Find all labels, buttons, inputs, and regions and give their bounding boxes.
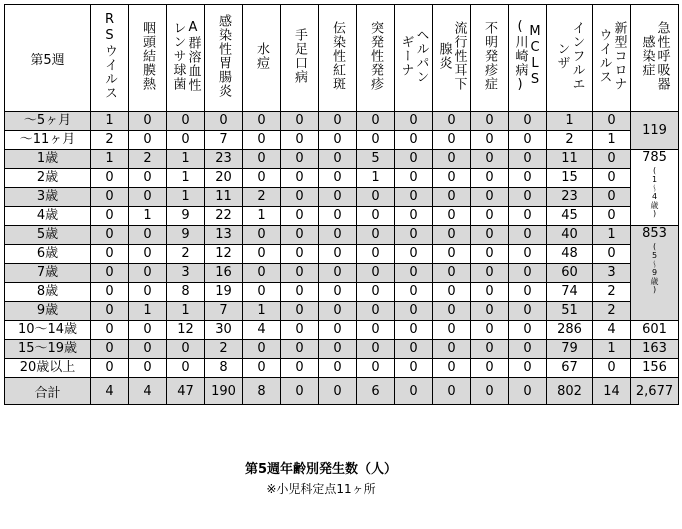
- table-cell: 0: [319, 359, 357, 378]
- table-cell: 9: [167, 207, 205, 226]
- table-cell: 0: [395, 112, 433, 131]
- column-header-label: 流行性耳下 腺炎: [436, 21, 467, 91]
- column-header: [395, 5, 433, 112]
- table-cell: 0: [281, 131, 319, 150]
- table-row: [5, 131, 679, 150]
- row-label: 5歳: [5, 226, 91, 245]
- column-header-label: 咽頭結膜熱: [140, 21, 155, 91]
- table-cell: 0: [357, 112, 395, 131]
- table-cell: 1: [243, 302, 281, 321]
- table-cell: 0: [91, 302, 129, 321]
- table-cell: 0: [395, 359, 433, 378]
- column-header-label: 不明発疹症: [482, 21, 497, 91]
- table-cell: 0: [433, 207, 471, 226]
- table-cell: 0: [471, 340, 509, 359]
- table-cell: 0: [243, 283, 281, 302]
- table-cell: 15: [547, 169, 593, 188]
- table-cell: 19: [205, 283, 243, 302]
- table-cell: 0: [129, 226, 167, 245]
- table-cell: 1: [167, 150, 205, 169]
- table-cell: 0: [433, 188, 471, 207]
- column-header-label: 水痘: [254, 42, 269, 70]
- row-label: 20歳以上: [5, 359, 91, 378]
- table-cell: 60: [547, 264, 593, 283]
- row-label: 7歳: [5, 264, 91, 283]
- table-cell: 0: [319, 302, 357, 321]
- table-cell: 0: [395, 150, 433, 169]
- table-cell: 0: [395, 321, 433, 340]
- table-cell: 0: [357, 131, 395, 150]
- row-label: 8歳: [5, 283, 91, 302]
- table-cell: 1: [91, 112, 129, 131]
- table-cell: 0: [593, 207, 631, 226]
- total-cell: 4: [91, 378, 129, 405]
- table-cell: 0: [357, 302, 395, 321]
- total-cell: 2,677: [631, 378, 679, 405]
- table-cell: 1: [593, 131, 631, 150]
- column-header: [243, 5, 281, 112]
- table-cell: 0: [319, 245, 357, 264]
- table-cell: 12: [205, 245, 243, 264]
- table-cell: 0: [281, 188, 319, 207]
- row-label: 4歳: [5, 207, 91, 226]
- table-caption-note: ※小児科定点11ヶ所: [266, 482, 376, 496]
- table-cell: 30: [205, 321, 243, 340]
- table-cell: 1: [91, 150, 129, 169]
- table-cell: 0: [129, 188, 167, 207]
- table-cell: 1: [167, 188, 205, 207]
- table-cell: 3: [167, 264, 205, 283]
- table-cell: 0: [129, 283, 167, 302]
- acute-respiratory-value: 601: [642, 322, 667, 337]
- table-cell: 7: [205, 302, 243, 321]
- table-cell: 48: [547, 245, 593, 264]
- table-cell: 1: [167, 169, 205, 188]
- table-cell: 0: [243, 226, 281, 245]
- table-cell: 0: [509, 150, 547, 169]
- column-header-label: ヘルパン ギーナ: [398, 28, 429, 84]
- table-cell: 0: [395, 302, 433, 321]
- table-cell: 0: [243, 169, 281, 188]
- row-label: 6歳: [5, 245, 91, 264]
- table-cell: 0: [281, 245, 319, 264]
- table-cell: 0: [433, 340, 471, 359]
- row-label: 15〜19歳: [5, 340, 91, 359]
- table-cell: 0: [91, 321, 129, 340]
- table-cell: 0: [319, 264, 357, 283]
- table-cell: 0: [281, 264, 319, 283]
- table-cell: 0: [281, 169, 319, 188]
- acute-respiratory-value: 119: [642, 122, 667, 138]
- table-cell: 0: [433, 226, 471, 245]
- table-cell: 0: [243, 245, 281, 264]
- table-cell: 0: [593, 112, 631, 131]
- table-cell: 0: [319, 207, 357, 226]
- table-cell: 0: [509, 359, 547, 378]
- table-cell: 0: [509, 264, 547, 283]
- table-cell: 0: [281, 226, 319, 245]
- table-row: [5, 169, 679, 188]
- table-cell: 0: [243, 264, 281, 283]
- table-cell: 0: [319, 283, 357, 302]
- table-cell: 0: [357, 188, 395, 207]
- table-cell: 9: [167, 226, 205, 245]
- table-cell: 0: [471, 131, 509, 150]
- table-cell: 0: [129, 359, 167, 378]
- total-row: [5, 378, 679, 405]
- table-cell: 0: [319, 188, 357, 207]
- table-cell: 0: [593, 245, 631, 264]
- table-cell: 0: [167, 131, 205, 150]
- table-cell: 0: [471, 150, 509, 169]
- table-cell: 0: [281, 359, 319, 378]
- table-row: [5, 340, 679, 359]
- table-cell: 0: [593, 150, 631, 169]
- table-cell: 0: [281, 340, 319, 359]
- total-cell: 8: [243, 378, 281, 405]
- table-cell: 0: [471, 112, 509, 131]
- table-cell: 0: [471, 169, 509, 188]
- table-cell: 0: [281, 112, 319, 131]
- table-cell: 0: [129, 131, 167, 150]
- total-cell: 0: [281, 378, 319, 405]
- table-cell: 0: [509, 340, 547, 359]
- table-row: [5, 359, 679, 378]
- table-cell: 0: [433, 321, 471, 340]
- table-cell: 0: [91, 340, 129, 359]
- table-cell: 0: [281, 321, 319, 340]
- table-cell: 0: [509, 188, 547, 207]
- table-cell: 286: [547, 321, 593, 340]
- table-cell: 0: [357, 321, 395, 340]
- acute-respiratory-value: 156: [642, 360, 667, 375]
- table-cell: 0: [433, 112, 471, 131]
- table-cell: 0: [243, 150, 281, 169]
- table-cell: 1: [547, 112, 593, 131]
- table-cell: 0: [509, 131, 547, 150]
- table-cell: 0: [509, 321, 547, 340]
- column-header-label: RSウイルス: [102, 12, 117, 100]
- total-cell: 190: [205, 378, 243, 405]
- table-cell: 0: [281, 207, 319, 226]
- total-cell: 0: [471, 378, 509, 405]
- table-cell: 0: [471, 302, 509, 321]
- acute-respiratory-value: 853: [642, 226, 667, 241]
- table-cell: 0: [471, 245, 509, 264]
- table-cell: 0: [395, 340, 433, 359]
- table-cell: 0: [319, 226, 357, 245]
- age-incidence-table: [4, 4, 679, 405]
- table-cell: 22: [205, 207, 243, 226]
- table-row: [5, 283, 679, 302]
- table-cell: 23: [547, 188, 593, 207]
- table-cell: 0: [471, 359, 509, 378]
- column-header-label: 突発性発疹: [368, 21, 383, 91]
- table-cell: 0: [91, 207, 129, 226]
- acute-respiratory-value: 163: [642, 341, 667, 356]
- column-header: [319, 5, 357, 112]
- table-cell: 0: [433, 302, 471, 321]
- table-cell: 7: [205, 131, 243, 150]
- column-header: [593, 5, 631, 112]
- table-cell: 0: [433, 283, 471, 302]
- table-cell: 0: [319, 169, 357, 188]
- week-label: 第5週: [5, 5, 91, 112]
- table-cell: 0: [91, 188, 129, 207]
- total-cell: 0: [395, 378, 433, 405]
- table-cell: 0: [167, 340, 205, 359]
- table-cell: 0: [91, 359, 129, 378]
- table-cell: 0: [395, 245, 433, 264]
- column-header-label: A群溶血性 レンサ球菌: [170, 20, 201, 92]
- table-cell: 0: [395, 188, 433, 207]
- total-label: 合計: [5, 378, 91, 405]
- table-cell: 0: [91, 169, 129, 188]
- acute-respiratory-value: 785: [642, 150, 667, 165]
- table-cell: 45: [547, 207, 593, 226]
- table-cell: 11: [547, 150, 593, 169]
- row-label: 1歳: [5, 150, 91, 169]
- table-cell: 13: [205, 226, 243, 245]
- total-cell: 0: [319, 378, 357, 405]
- table-cell: 40: [547, 226, 593, 245]
- table-cell: 0: [471, 226, 509, 245]
- table-cell: 0: [357, 245, 395, 264]
- table-cell: 0: [243, 359, 281, 378]
- table-cell: 0: [205, 112, 243, 131]
- row-label: 〜11ヶ月: [5, 131, 91, 150]
- table-cell: 1: [357, 169, 395, 188]
- table-cell: 1: [593, 226, 631, 245]
- table-cell: 0: [433, 150, 471, 169]
- table-cell: 0: [319, 112, 357, 131]
- table-cell: 0: [91, 245, 129, 264]
- table-cell: 2: [205, 340, 243, 359]
- table-cell: 2: [593, 283, 631, 302]
- table-cell: 0: [129, 321, 167, 340]
- table-cell: 1: [129, 302, 167, 321]
- table-cell: 0: [593, 359, 631, 378]
- table-cell: 0: [243, 340, 281, 359]
- total-cell: 4: [129, 378, 167, 405]
- table-cell: 0: [357, 283, 395, 302]
- table-cell: 0: [509, 112, 547, 131]
- table-cell: 0: [471, 207, 509, 226]
- table-cell: 0: [357, 340, 395, 359]
- table-cell: 2: [129, 150, 167, 169]
- table-cell: 4: [593, 321, 631, 340]
- table-cell: 0: [471, 283, 509, 302]
- table-cell: 8: [205, 359, 243, 378]
- total-cell: 47: [167, 378, 205, 405]
- table-cell: 0: [471, 264, 509, 283]
- column-header-label: 急性呼吸器 感染症: [639, 21, 670, 91]
- table-cell: 1: [243, 207, 281, 226]
- acute-respiratory-cell: [631, 321, 679, 340]
- total-cell: 0: [509, 378, 547, 405]
- table-cell: 79: [547, 340, 593, 359]
- table-cell: 0: [433, 264, 471, 283]
- table-cell: 0: [395, 264, 433, 283]
- table-cell: 0: [471, 188, 509, 207]
- acute-respiratory-cell: [631, 150, 679, 226]
- acute-respiratory-cell: [631, 340, 679, 359]
- acute-respiratory-age-range: (1〜4歳): [650, 166, 659, 218]
- table-cell: 2: [91, 131, 129, 150]
- table-cell: 0: [395, 131, 433, 150]
- table-cell: 67: [547, 359, 593, 378]
- column-header: [433, 5, 471, 112]
- column-header-label: MCLS (川崎病): [512, 19, 543, 93]
- table-cell: 2: [167, 245, 205, 264]
- table-cell: 23: [205, 150, 243, 169]
- table-cell: 0: [433, 359, 471, 378]
- table-cell: 0: [357, 207, 395, 226]
- table-cell: 0: [395, 207, 433, 226]
- table-cell: 8: [167, 283, 205, 302]
- total-cell: 14: [593, 378, 631, 405]
- table-cell: 0: [357, 226, 395, 245]
- column-header-label: 感染性胃腸炎: [216, 14, 231, 98]
- table-cell: 0: [395, 169, 433, 188]
- total-cell: 0: [433, 378, 471, 405]
- column-header: [167, 5, 205, 112]
- acute-respiratory-cell: [631, 359, 679, 378]
- table-cell: 2: [547, 131, 593, 150]
- table-cell: 0: [433, 169, 471, 188]
- table-cell: 0: [319, 321, 357, 340]
- table-cell: 5: [357, 150, 395, 169]
- column-header: [357, 5, 395, 112]
- column-header: [281, 5, 319, 112]
- table-cell: 0: [129, 340, 167, 359]
- column-header-label: 伝染性紅斑: [330, 21, 345, 91]
- total-cell: 6: [357, 378, 395, 405]
- table-row: [5, 245, 679, 264]
- table-cell: 0: [167, 112, 205, 131]
- table-cell: 16: [205, 264, 243, 283]
- table-cell: 0: [319, 340, 357, 359]
- table-cell: 2: [243, 188, 281, 207]
- table-row: [5, 321, 679, 340]
- table-cell: 12: [167, 321, 205, 340]
- column-header-label: 手足口病: [292, 28, 307, 84]
- column-header: [129, 5, 167, 112]
- row-label: 10〜14歳: [5, 321, 91, 340]
- table-cell: 0: [129, 169, 167, 188]
- column-header: [91, 5, 129, 112]
- table-cell: 0: [91, 264, 129, 283]
- acute-respiratory-cell: [631, 112, 679, 150]
- table-cell: 0: [509, 169, 547, 188]
- table-cell: 0: [243, 131, 281, 150]
- table-cell: 0: [357, 264, 395, 283]
- table-cell: 0: [357, 359, 395, 378]
- table-cell: 0: [395, 226, 433, 245]
- table-caption-title: 第5週年齢別発生数（人）: [244, 462, 398, 477]
- table-cell: 51: [547, 302, 593, 321]
- table-cell: 0: [509, 245, 547, 264]
- acute-respiratory-cell: [631, 226, 679, 321]
- table-cell: 0: [593, 169, 631, 188]
- table-cell: 11: [205, 188, 243, 207]
- table-cell: 0: [395, 283, 433, 302]
- row-label: 〜5ヶ月: [5, 112, 91, 131]
- row-label: 3歳: [5, 188, 91, 207]
- column-header: [205, 5, 243, 112]
- header-row: [5, 5, 679, 112]
- table-cell: 20: [205, 169, 243, 188]
- table-row: [5, 302, 679, 321]
- table-cell: 1: [129, 207, 167, 226]
- table-cell: 0: [281, 302, 319, 321]
- table-cell: 4: [243, 321, 281, 340]
- table-row: [5, 226, 679, 245]
- table-cell: 0: [319, 131, 357, 150]
- column-header-label: 新型コロナ ウイルス: [596, 21, 627, 91]
- table-cell: 0: [593, 188, 631, 207]
- acute-respiratory-age-range: (5〜9歳): [650, 242, 659, 294]
- table-row: [5, 207, 679, 226]
- table-cell: 0: [243, 112, 281, 131]
- table-row: [5, 150, 679, 169]
- table-cell: 0: [433, 245, 471, 264]
- table-row: [5, 264, 679, 283]
- table-cell: 0: [167, 359, 205, 378]
- table-cell: 0: [509, 207, 547, 226]
- table-row: [5, 112, 679, 131]
- table-cell: 0: [91, 283, 129, 302]
- table-cell: 0: [471, 321, 509, 340]
- row-label: 2歳: [5, 169, 91, 188]
- column-header-label: インフルエ ンザ: [554, 21, 585, 91]
- table-cell: 74: [547, 283, 593, 302]
- table-cell: 0: [433, 131, 471, 150]
- table-cell: 1: [167, 302, 205, 321]
- column-header: [631, 5, 679, 112]
- table-cell: 0: [129, 264, 167, 283]
- table-cell: 0: [509, 283, 547, 302]
- table-cell: 1: [593, 340, 631, 359]
- table-cell: 0: [129, 245, 167, 264]
- table-cell: 0: [91, 226, 129, 245]
- table-row: [5, 188, 679, 207]
- total-cell: 802: [547, 378, 593, 405]
- table-cell: 3: [593, 264, 631, 283]
- column-header: [471, 5, 509, 112]
- table-cell: 0: [319, 150, 357, 169]
- table-cell: 0: [129, 112, 167, 131]
- table-cell: 0: [509, 226, 547, 245]
- column-header: [509, 5, 547, 112]
- table-cell: 0: [509, 302, 547, 321]
- table-cell: 0: [281, 283, 319, 302]
- table-cell: 0: [281, 150, 319, 169]
- column-header: [547, 5, 593, 112]
- row-label: 9歳: [5, 302, 91, 321]
- table-cell: 2: [593, 302, 631, 321]
